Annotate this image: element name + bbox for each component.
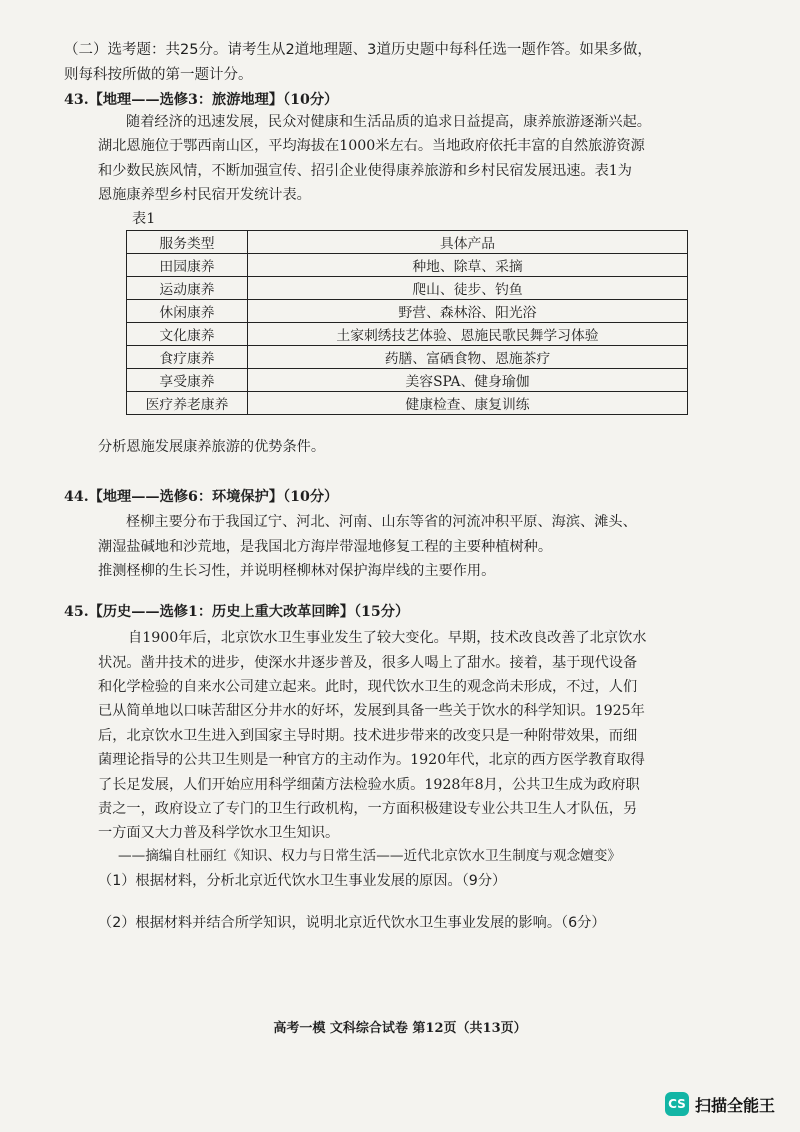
q45-sub1: （1）根据材料，分析北京近代饮水卫生事业发展的原因。（9分） <box>98 873 507 889</box>
section-intro-line1: （二）选考题：共25分。请考生从2道地理题、3道历史题中每科任选一题作答。如果多做， <box>64 42 652 58</box>
q43-para-line: 湖北恩施位于鄂西南山区，平均海拔在1000米左右。当地政府依托丰富的自然旅游资源 <box>98 138 645 154</box>
table-cell: 种地、除草、采摘 <box>248 254 688 277</box>
table-cell: 爬山、徒步、钓鱼 <box>248 277 688 300</box>
table-row <box>127 369 688 392</box>
q44-para-line: 柽柳主要分布于我国辽宁、河北、河南、山东等省的河流冲积平原、海滨、滩头、 <box>126 514 637 530</box>
q44-para-line: 潮湿盐碱地和沙荒地，是我国北方海岸带湿地修复工程的主要种植树种。 <box>98 539 553 555</box>
q44-heading: 44.【地理——选修6：环境保护】（10分） <box>64 489 339 505</box>
table-row <box>127 300 688 323</box>
table-cell: 健康检查、康复训练 <box>248 392 688 415</box>
q43-para-line: 随着经济的迅速发展，民众对健康和生活品质的追求日益提高，康养旅游逐渐兴起。 <box>126 114 651 130</box>
q44-question: 推测柽柳的生长习性，并说明柽柳林对保护海岸线的主要作用。 <box>98 563 496 579</box>
table-cell: 医疗养老康养 <box>127 392 248 415</box>
table-cell: 土家刺绣技艺体验、恩施民歌民舞学习体验 <box>248 323 688 346</box>
table-label: 表1 <box>132 211 156 227</box>
q43-para-line: 和少数民族风情，不断加强宣传、招引企业使得康养旅游和乡村民宿发展迅速。表1为 <box>98 163 632 179</box>
table-header-row <box>127 231 688 254</box>
watermark-text: 扫描全能王 <box>695 1095 776 1115</box>
q45-para-line: 一方面又大力普及科学饮水卫生知识。 <box>98 825 340 841</box>
q45-para-line: 后，北京饮水卫生进入到国家主导时期。技术进步带来的改变只是一种附带效果，而细 <box>98 728 638 744</box>
q43-para-line: 恩施康养型乡村民宿开发统计表。 <box>98 187 311 203</box>
table-row <box>127 277 688 300</box>
q45-para-line: 已从简单地以口味苦甜区分井水的好坏，发展到具备一些关于饮水的科学知识。1925年 <box>98 703 645 719</box>
q45-source: ——摘编自杜丽红《知识、权力与日常生活——近代北京饮水卫生制度与观念嬗变》 <box>118 848 621 864</box>
table-row <box>127 323 688 346</box>
table-cell: 美容SPA、健身瑜伽 <box>248 369 688 392</box>
table-header-cell: 服务类型 <box>127 231 248 254</box>
table-row <box>127 392 688 415</box>
table-cell: 运动康养 <box>127 277 248 300</box>
table-row <box>127 346 688 369</box>
table-cell: 文化康养 <box>127 323 248 346</box>
table-cell: 食疗康养 <box>127 346 248 369</box>
q45-para-line: 菌理论指导的公共卫生则是一种官方的主动作为。1920年代，北京的西方医学教育取得 <box>98 752 645 768</box>
q45-para-line: 和化学检验的自来水公司建立起来。此时，现代饮水卫生的观念尚未形成，不过，人们 <box>98 679 638 695</box>
q43-question: 分析恩施发展康养旅游的优势条件。 <box>98 439 326 455</box>
q45-para-line: 了长足发展，人们开始应用科学细菌方法检验水质。1928年8月，公共卫生成为政府职 <box>98 777 640 793</box>
camscanner-icon: CS <box>665 1092 689 1116</box>
table-cell: 药膳、富硒食物、恩施茶疗 <box>248 346 688 369</box>
table-cell: 野营、森林浴、阳光浴 <box>248 300 688 323</box>
q45-para-line: 状况。凿井技术的进步，使深水井逐步普及，很多人喝上了甜水。接着，基于现代设备 <box>98 655 638 671</box>
table-header-cell: 具体产品 <box>248 231 688 254</box>
q43-heading: 43.【地理——选修3：旅游地理】（10分） <box>64 92 339 108</box>
q45-para-line: 责之一，政府设立了专门的卫生行政机构，一方面积极建设专业公共卫生人才队伍，另 <box>98 801 638 817</box>
q45-heading: 45.【历史——选修1：历史上重大改革回眸】（15分） <box>64 604 410 620</box>
table-cell: 休闲康养 <box>127 300 248 323</box>
service-table <box>126 230 688 415</box>
table-cell: 享受康养 <box>127 369 248 392</box>
scanner-watermark <box>665 1090 775 1118</box>
section-intro-line2: 则每科按所做的第一题计分。 <box>64 67 253 83</box>
q45-para-line: 自1900年后，北京饮水卫生事业发生了较大变化。早期，技术改良改善了北京饮水 <box>128 630 647 646</box>
q45-sub2: （2）根据材料并结合所学知识，说明北京近代饮水卫生事业发展的影响。（6分） <box>98 915 606 931</box>
table-row <box>127 254 688 277</box>
page-footer: 高考一模 文科综合试卷 第12页（共13页） <box>273 1021 527 1036</box>
table-cell: 田园康养 <box>127 254 248 277</box>
